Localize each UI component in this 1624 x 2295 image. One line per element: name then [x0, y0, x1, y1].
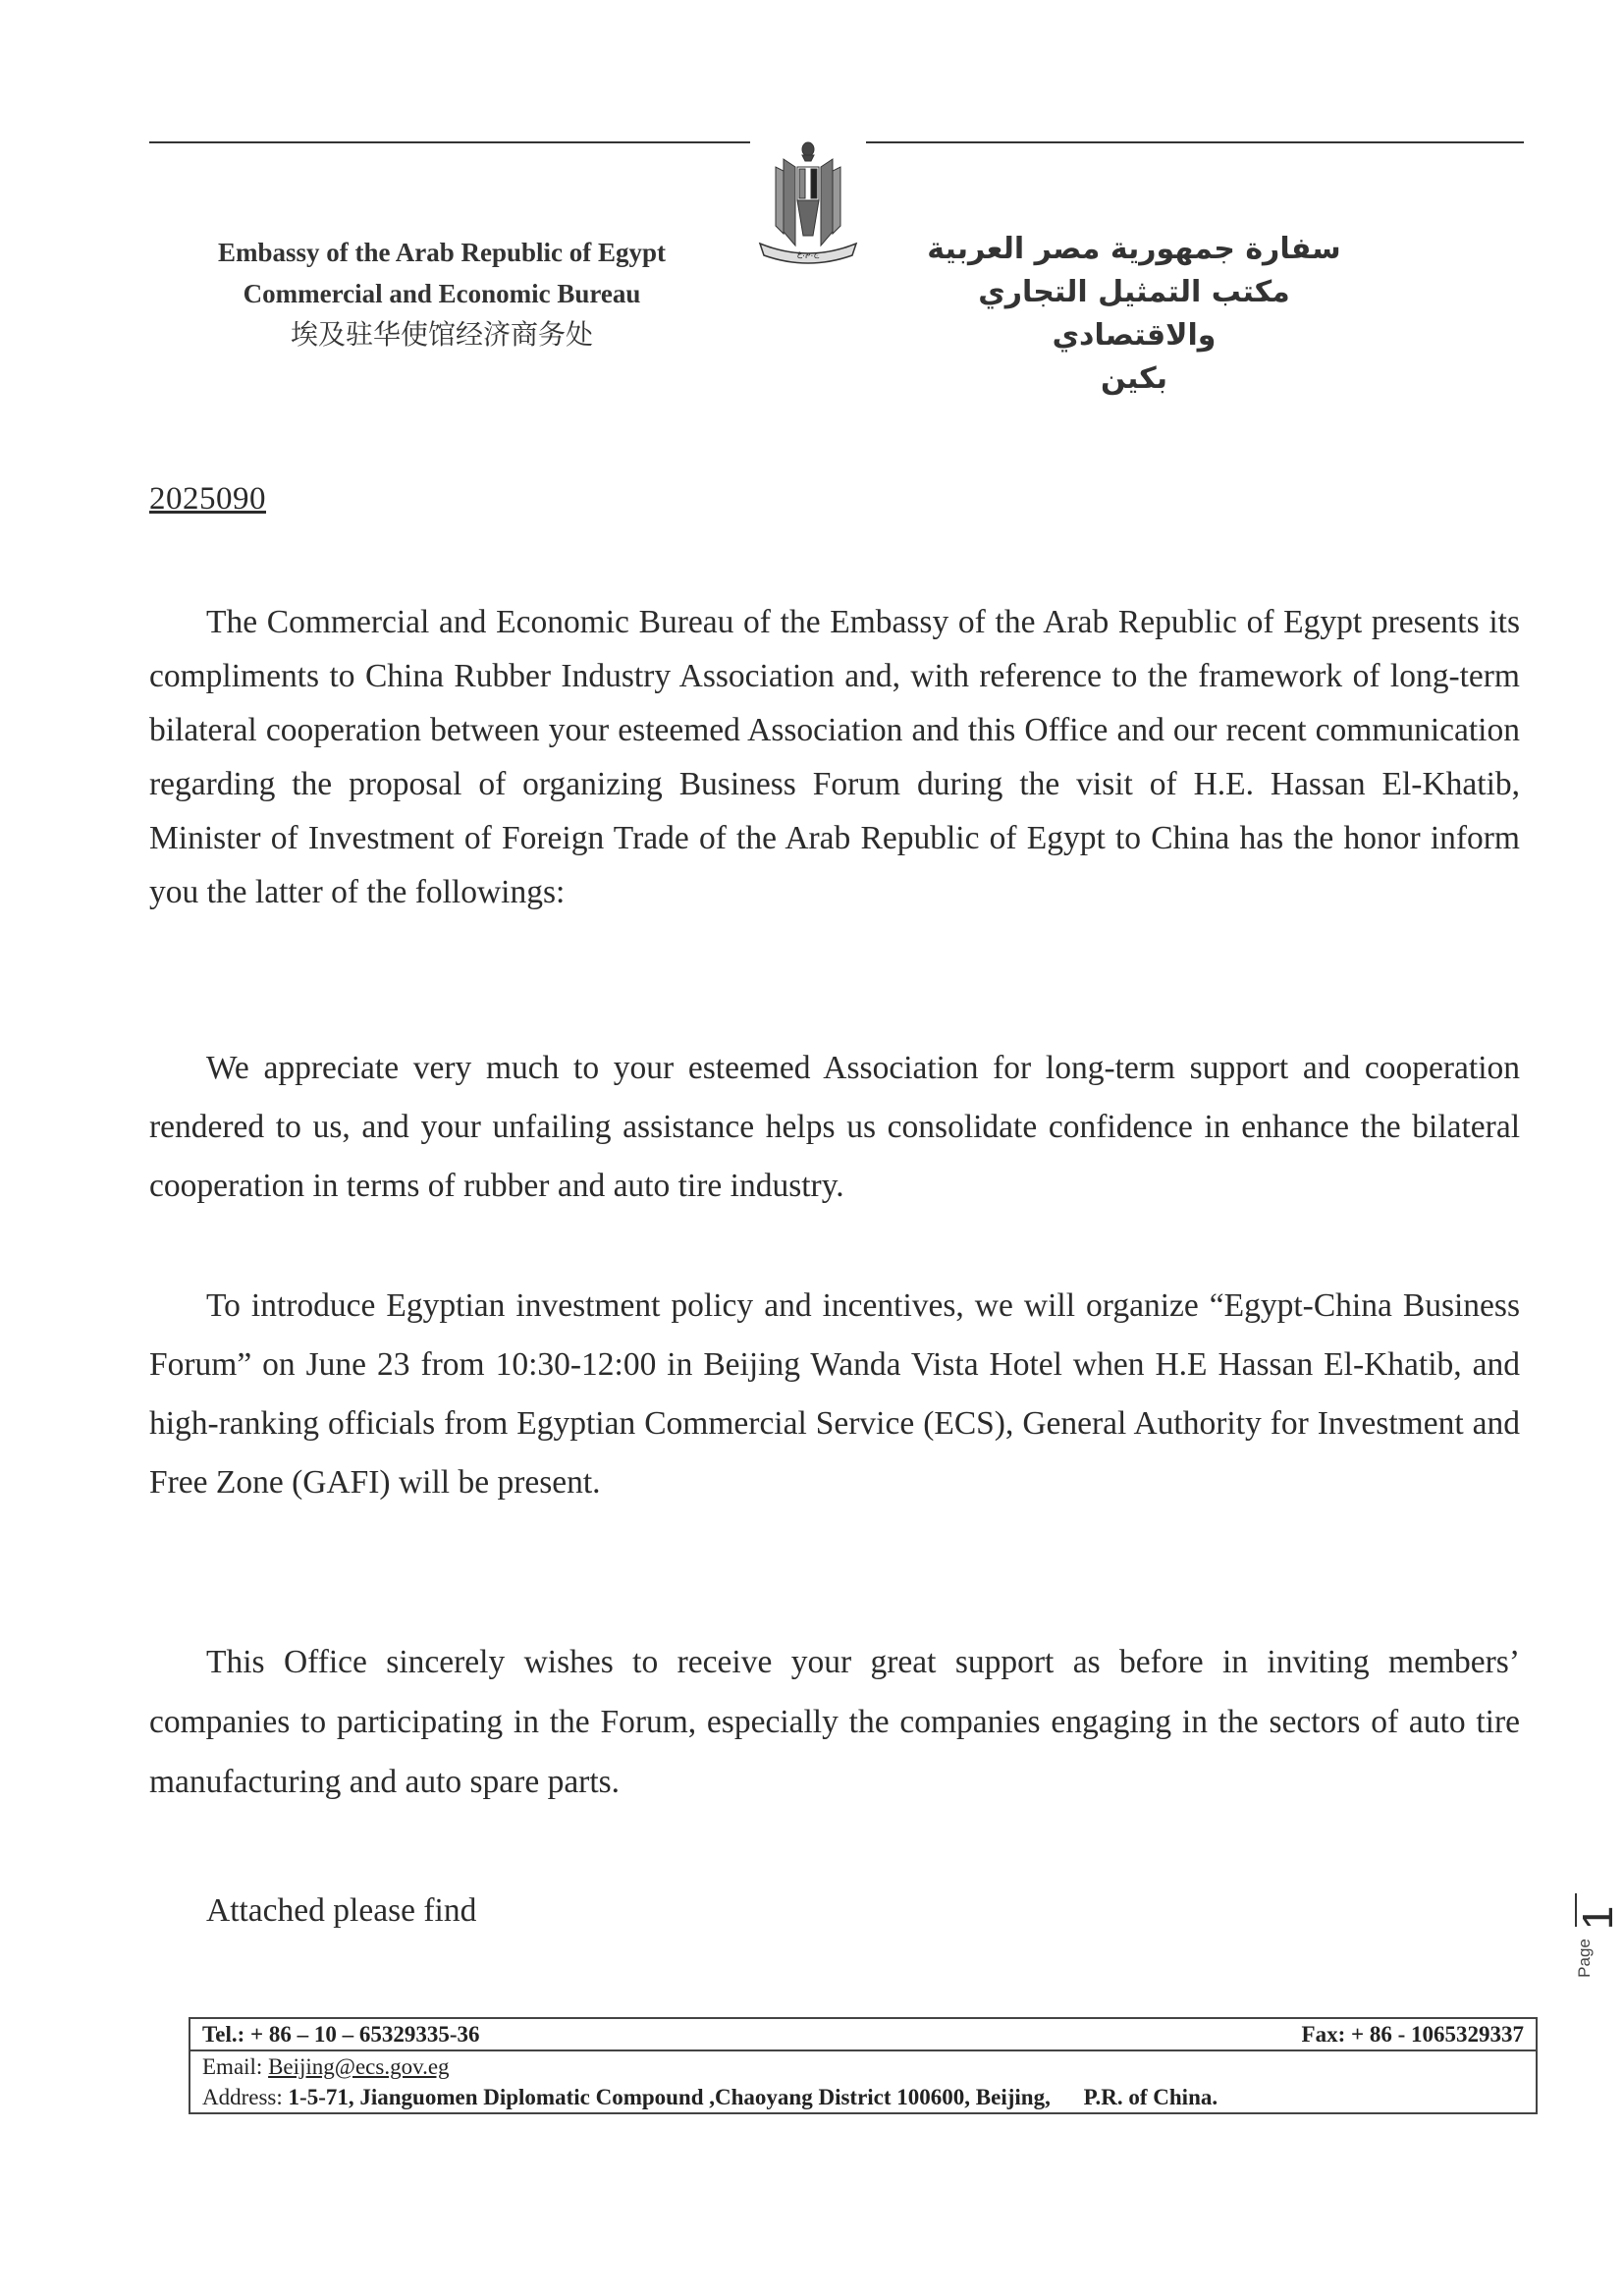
embassy-name-english: Embassy of the Arab Republic of Egypt	[217, 238, 667, 267]
body-paragraph	[149, 1039, 1520, 1216]
paragraph-text: We appreciate very much to your esteemed Association for long-term support and cooperation rendered to us, and your unfailing assistance helps us consolidate confidence in enhance the bilateral cooperation in terms of rubber and auto tire industry.	[149, 1050, 1520, 1204]
body-paragraph	[149, 1882, 1520, 1940]
paragraph-text: This Office sincerely wishes to receive your great support as before in inviting members’ companies to participating in the Forum, especially the companies engaging in the sectors of auto tire manufacturing and auto spare parts.	[149, 1644, 1520, 1800]
bureau-name-english: Commercial and Economic Bureau	[243, 279, 641, 308]
email-row	[190, 2051, 1536, 2082]
paragraph-text: To introduce Egyptian investment policy and incentives, we will organize “Egypt-China Business Forum” on June 23 from 10:30-12:00 in Beijing Wanda Vista Hotel when H.E Hassan El-Khatib, and high-ranking officials from Egyptian Commercial Service (ECS), General Authority for Investment and Free Zone (GAFI) will be present.	[149, 1287, 1520, 1501]
fax: Fax: + 86 - 1065329337	[1301, 2022, 1524, 2047]
header-rule-right	[866, 141, 1524, 143]
address-row	[190, 2082, 1536, 2112]
contact-footer	[189, 2017, 1538, 2114]
paragraph-text: Attached please find	[206, 1892, 477, 1929]
letterhead-english	[147, 232, 736, 355]
city-name-arabic: بكين	[1101, 361, 1167, 396]
email-link[interactable]: Beijing@ecs.gov.eg	[268, 2054, 450, 2079]
email-label: Email:	[202, 2054, 263, 2079]
address-label: Address:	[202, 2085, 283, 2109]
phone-fax-row	[190, 2019, 1536, 2051]
page-number-marker	[1573, 1893, 1622, 1992]
egypt-eagle-emblem-icon	[754, 137, 862, 265]
embassy-name-arabic: سفارة جمهورية مصر العربية	[927, 232, 1341, 266]
page-number: 1	[1574, 1905, 1622, 1931]
bureau-name-chinese: 埃及驻华使馆经济商务处	[290, 318, 593, 351]
body-paragraph	[149, 1632, 1520, 1812]
letterhead-arabic	[918, 228, 1350, 401]
svg-text:ج.م.ع: ج.م.ع	[796, 249, 820, 259]
body-paragraph	[149, 1277, 1520, 1512]
address-country: P.R. of China.	[1083, 2085, 1218, 2109]
telephone: Tel.: + 86 – 10 – 65329335-36	[202, 2022, 480, 2047]
header-rule-left	[149, 141, 750, 143]
page-label: Page	[1574, 1939, 1594, 1978]
reference-number: 2025090	[149, 481, 266, 517]
paragraph-text: The Commercial and Economic Bureau of the Embassy of the Arab Republic of Egypt presents its compliments to China Rubber Industry Association and, with reference to the framework of long-term bilateral cooperation between your esteemed Association and this Office and our recent communication regarding the proposal of organizing Business Forum during the visit of H.E. Hassan El-Khatib, Minister of Investment of Foreign Trade of the Arab Republic of Egypt to China has the honor inform you the latter of the followings:	[149, 604, 1520, 910]
address-text: 1-5-71, Jianguomen Diplomatic Compound ,Chaoyang District 100600, Beijing,	[288, 2085, 1051, 2109]
bureau-name-arabic: مكتب التمثيل التجاري والاقتصادي	[978, 275, 1290, 353]
body-paragraph	[149, 595, 1520, 919]
